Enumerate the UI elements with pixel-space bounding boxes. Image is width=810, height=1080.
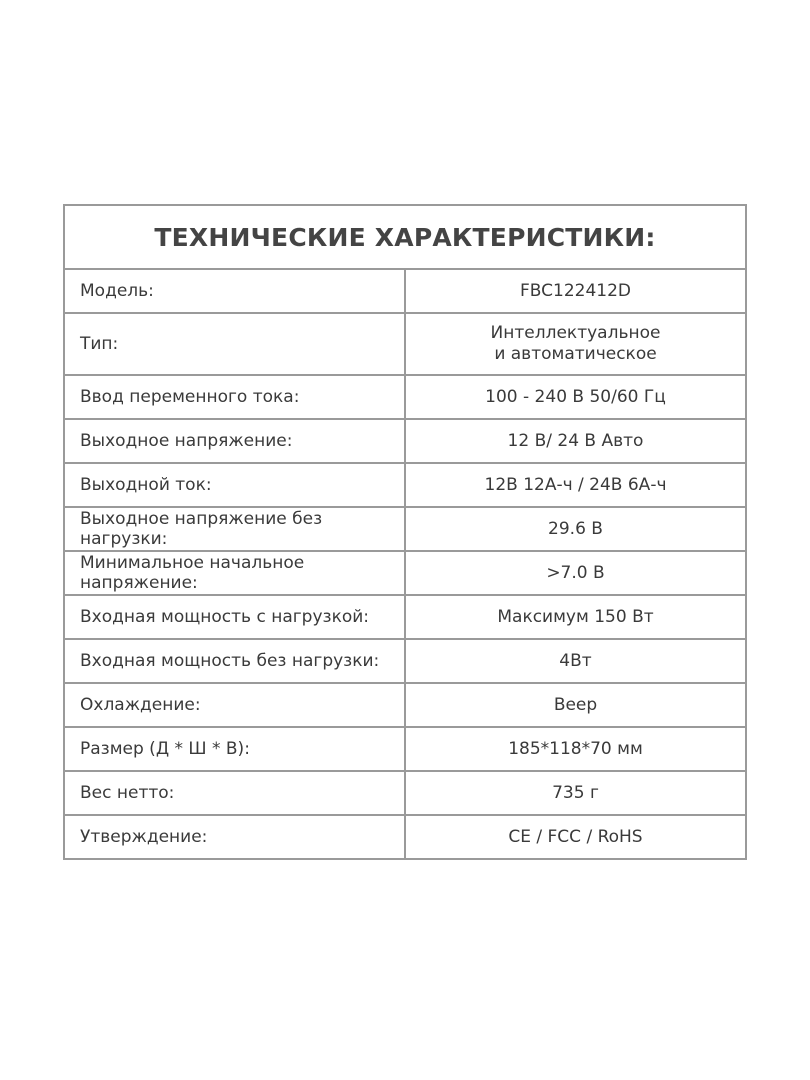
table-row (64, 313, 746, 375)
row-label: Выходной ток: (64, 463, 405, 507)
row-value (405, 727, 746, 771)
row-label: Входная мощность без нагрузки: (64, 639, 405, 683)
row-value (405, 463, 746, 507)
table-row (64, 595, 746, 639)
row-value (405, 419, 746, 463)
row-label: Входная мощность с нагрузкой: (64, 595, 405, 639)
row-value-line: и автоматическое (494, 344, 657, 364)
table-row (64, 727, 746, 771)
row-value (405, 771, 746, 815)
row-value (405, 639, 746, 683)
table-row (64, 639, 746, 683)
row-label: Размер (Д * Ш * В): (64, 727, 405, 771)
row-value (405, 269, 746, 313)
row-value-line: 29.6 В (548, 518, 603, 539)
row-label: Охлаждение: (64, 683, 405, 727)
row-value-line: 100 - 240 В 50/60 Гц (485, 386, 666, 407)
row-value-line: CE / FCC / RoHS (508, 826, 643, 847)
row-label: Вес нетто: (64, 771, 405, 815)
table-row (64, 419, 746, 463)
table-row (64, 507, 746, 551)
row-value-line: FBC122412D (520, 280, 631, 301)
row-value (405, 683, 746, 727)
row-value (405, 551, 746, 595)
table-row (64, 375, 746, 419)
row-label: Тип: (64, 313, 405, 375)
table-row (64, 269, 746, 313)
row-value-line: 4Вт (559, 650, 592, 671)
row-label: Выходное напряжение: (64, 419, 405, 463)
row-value-line: Максимум 150 Вт (497, 606, 654, 627)
table-title: ТЕХНИЧЕСКИЕ ХАРАКТЕРИСТИКИ: (64, 205, 746, 269)
row-value-line: >7.0 В (546, 562, 605, 583)
table-row (64, 551, 746, 595)
row-value (405, 507, 746, 551)
row-value-line: 12В 12А-ч / 24В 6А-ч (484, 474, 667, 495)
row-label: Ввод переменного тока: (64, 375, 405, 419)
row-value (405, 375, 746, 419)
row-label: Утверждение: (64, 815, 405, 859)
row-value-line: 12 В/ 24 В Авто (507, 430, 644, 451)
row-value-line: 735 г (552, 782, 599, 803)
table-row (64, 771, 746, 815)
title-row (64, 205, 746, 269)
table-row (64, 463, 746, 507)
table-row (64, 683, 746, 727)
row-label: Выходное напряжение без нагрузки: (64, 507, 405, 551)
row-value (405, 595, 746, 639)
row-value (405, 815, 746, 859)
row-label: Минимальное начальное напряжение: (64, 551, 405, 595)
row-value-line: Интеллектуальное (490, 323, 661, 343)
row-value-line: 185*118*70 мм (508, 738, 643, 759)
row-label: Модель: (64, 269, 405, 313)
spec-table (63, 204, 747, 860)
row-value-line: Веер (553, 694, 598, 715)
row-value (405, 313, 746, 375)
table-row (64, 815, 746, 859)
